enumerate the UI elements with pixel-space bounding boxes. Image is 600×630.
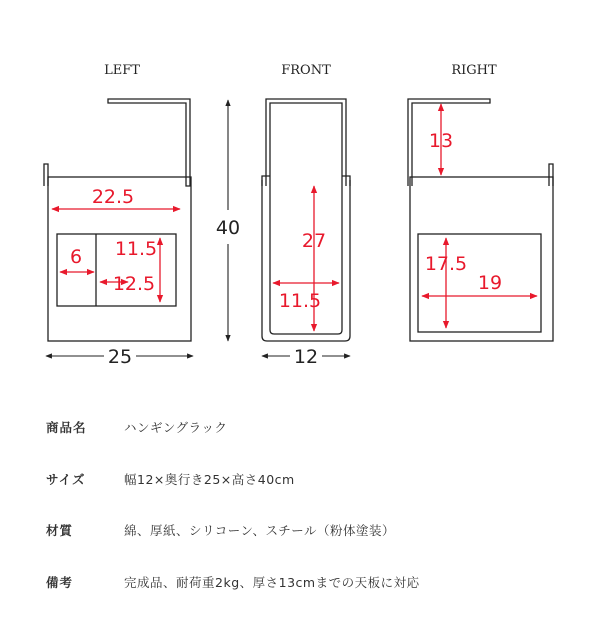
left-total-width-label: 25: [107, 346, 133, 368]
total-height-label: 40: [215, 217, 241, 239]
front-body-outer: [262, 180, 350, 341]
front-width-label: 11.5: [278, 290, 322, 312]
spec-label: 材質: [46, 523, 74, 538]
front-total-width-label: 12: [293, 346, 319, 368]
spec-row-material: [0, 521, 600, 541]
right-hook-label: 13: [428, 130, 454, 152]
spec-label: 商品名: [46, 420, 87, 435]
right-pocket-height-label: 17.5: [424, 253, 468, 275]
spec-value: 幅12×奥行き25×高さ40cm: [124, 472, 295, 487]
left-view-title: LEFT: [104, 63, 140, 78]
spec-row-notes: [0, 573, 600, 593]
spec-value: 完成品、耐荷重2kg、厚さ13cmまでの天板に対応: [124, 575, 420, 590]
spec-label: 備考: [46, 575, 74, 590]
spec-value: ハンギングラック: [124, 420, 228, 435]
spec-row-product-name: [0, 418, 600, 438]
left-hook: [108, 99, 190, 186]
right-pocket-width-label: 19: [477, 272, 503, 294]
left-width-label: 22.5: [91, 186, 135, 208]
left-pocket-width-label: 6: [69, 246, 83, 268]
spec-row-size: [0, 470, 600, 490]
front-height-label: 27: [301, 230, 327, 252]
spec-label: サイズ: [46, 472, 86, 487]
front-hanger-inner: [270, 103, 342, 186]
left-view: [44, 99, 191, 341]
spec-value: 綿、厚紙、シリコーン、スチール（粉体塗装）: [124, 523, 396, 538]
front-view-title: FRONT: [281, 63, 331, 78]
left-pocket-height-label: 11.5: [114, 238, 158, 260]
left-pocket-inner-label: 12.5: [112, 273, 156, 295]
front-hanger-outer: [266, 99, 346, 186]
right-view-title: RIGHT: [451, 63, 497, 78]
